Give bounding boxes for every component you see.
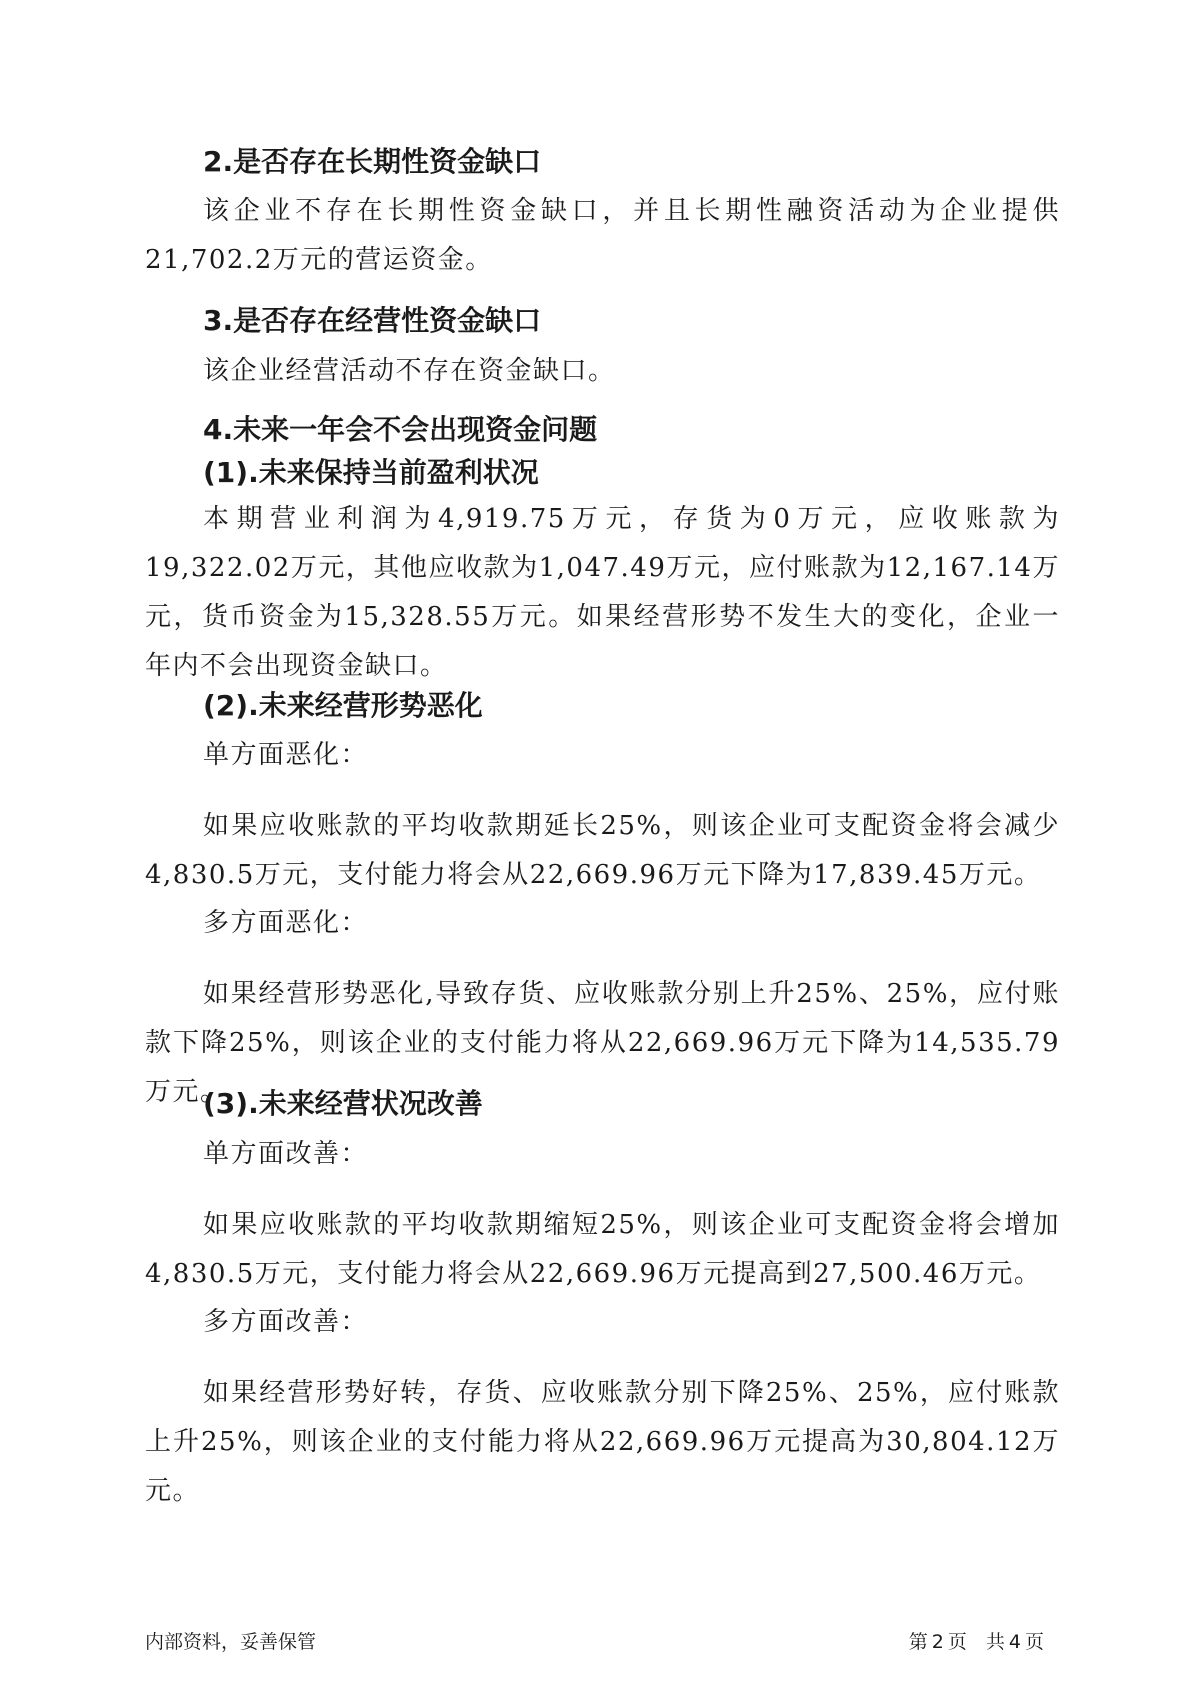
paragraph-single-improve: 如果应收账款的平均收款期缩短25%，则该企业可支配资金将会增加4,830.5万元，支付能力将会从22,669.96万元提高到27,500.46万元。 [145,1210,1060,1289]
label-single-improve: 单方面改善： [203,1139,369,1169]
paragraph-multi-worsen: 如果经营形势恶化,导致存货、应收账款分别上升25%、25%，应付账款下降25%，则该企业的支付能力将从22,669.96万元下降为14,535.79万元。 [145,979,1060,1107]
page-total: 4 [1008,1631,1021,1653]
footer-page-number [907,1630,1046,1654]
label-multi-improve: 多方面改善： [203,1307,369,1337]
paragraph-multi-improve: 如果经营形势好转，存货、应收账款分别下降25%、25%，应付账款上升25%，则该企业的支付能力将从22,669.96万元提高为30,804.12万元。 [145,1378,1060,1506]
paragraph-long-term-gap: 该企业不存在长期性资金缺口，并且长期性融资活动为企业提供21,702.2万元的营运资金。 [145,196,1060,275]
paragraph-keep-profit: 本期营业利润为4,919.75万元，存货为0万元，应收账款为19,322.02万元，其他应收款为1,047.49万元，应付账款为12,167.14万元，货币资金为15,328.55万元。如果经营形势不发生大的变化，企业一年内不会出现资金缺口。 [145,504,1060,681]
label-multi-worsen: 多方面恶化： [203,908,369,938]
heading-keep-profit: (1).未来保持当前盈利状况 [203,456,539,489]
page-mid: 页 共 [947,1631,1005,1653]
heading-improve: (3).未来经营状况改善 [203,1087,483,1120]
heading-worsen: (2).未来经营形势恶化 [203,689,483,722]
heading-long-term-gap: 2.是否存在长期性资金缺口 [203,145,542,178]
footer-confidential-note: 内部资料，妥善保管 [145,1631,317,1653]
page-current: 2 [931,1631,944,1653]
paragraph-single-worsen: 如果应收账款的平均收款期延长25%，则该企业可支配资金将会减少4,830.5万元，支付能力将会从22,669.96万元下降为17,839.45万元。 [145,811,1060,890]
page-prefix: 第 [908,1631,928,1653]
paragraph-operating-gap: 该企业经营活动不存在资金缺口。 [203,356,616,386]
page-suffix: 页 [1024,1631,1044,1653]
heading-next-year: 4.未来一年会不会出现资金问题 [203,413,598,446]
heading-operating-gap: 3.是否存在经营性资金缺口 [203,304,542,337]
label-single-worsen: 单方面恶化： [203,740,369,770]
